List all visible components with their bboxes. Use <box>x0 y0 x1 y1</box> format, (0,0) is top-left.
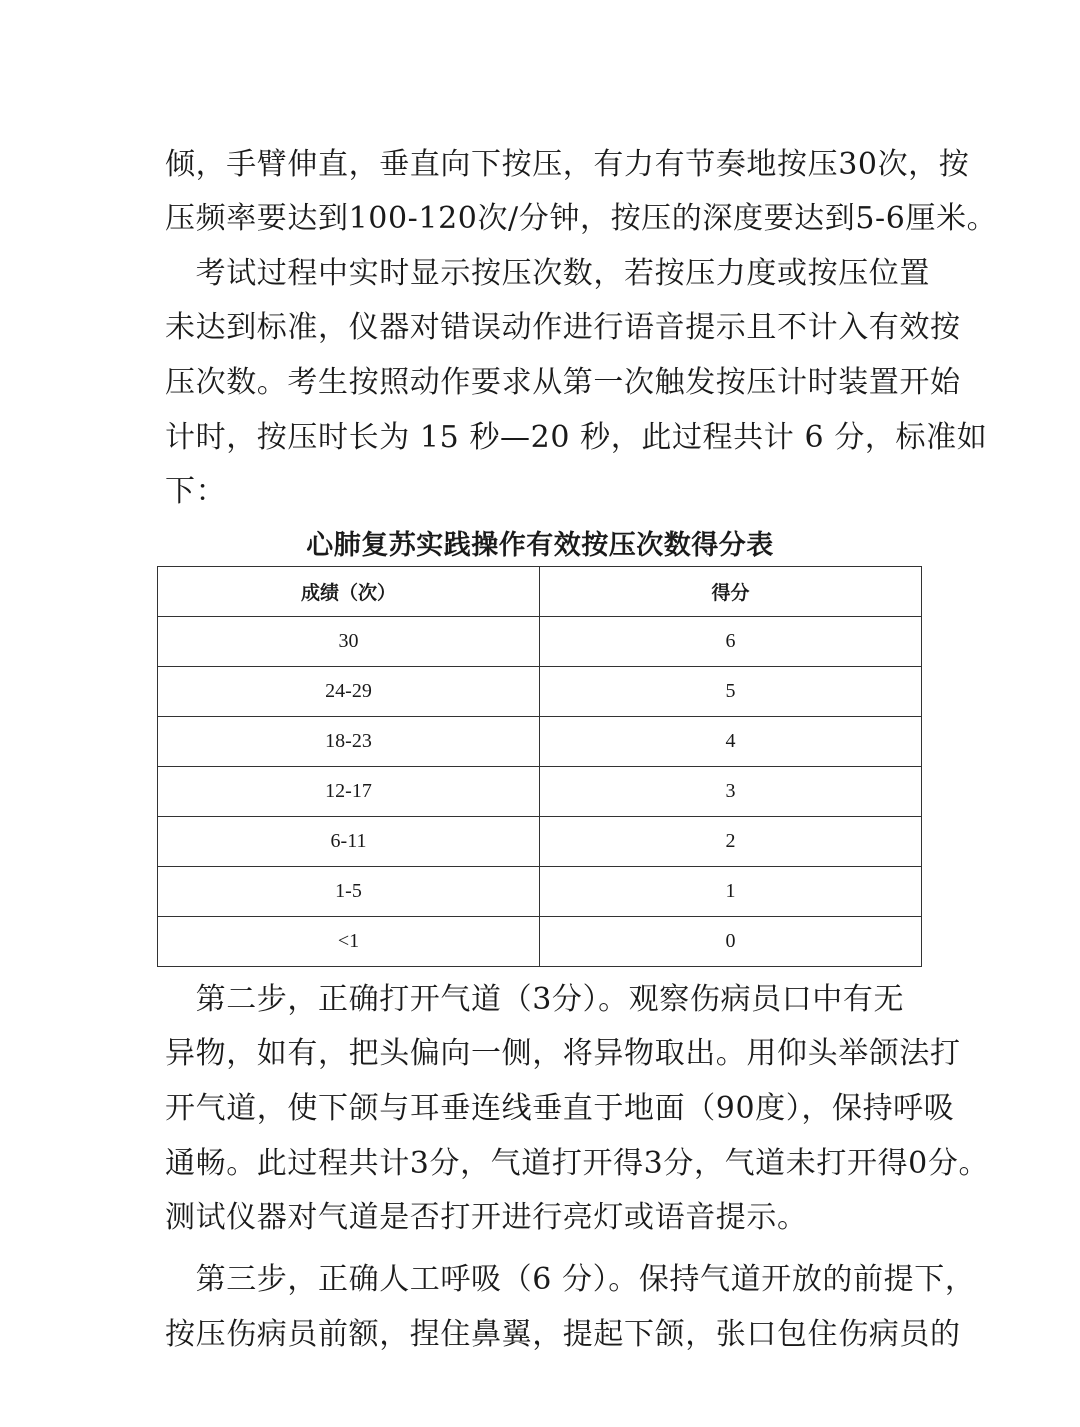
step2-line: 异物，如有，把头偏向一侧，将异物取出。用仰头举颌法打 <box>165 1036 961 1071</box>
paragraph-line: 未达到标准，仪器对错误动作进行语音提示且不计入有效按 <box>165 310 961 345</box>
table-header-row <box>158 567 922 617</box>
paragraph-line: 倾，手臂伸直，垂直向下按压，有力有节奏地按压30次，按 <box>165 147 970 182</box>
table-title: 心肺复苏实践操作有效按压次数得分表 <box>306 530 774 561</box>
column-header-points: 得分 <box>540 567 922 617</box>
cell-count: 18-23 <box>158 717 540 767</box>
cell-points: 2 <box>540 817 922 867</box>
table-row <box>158 917 922 967</box>
step2-line: 开气道，使下颌与耳垂连线垂直于地面（90度），保持呼吸 <box>165 1091 955 1126</box>
score-table <box>157 566 922 967</box>
step2-line: 测试仪器对气道是否打开进行亮灯或语音提示。 <box>165 1200 808 1235</box>
cell-points: 1 <box>540 867 922 917</box>
cell-count: 24-29 <box>158 667 540 717</box>
paragraph-line: 压频率要达到100-120次/分钟，按压的深度要达到5-6厘米。 <box>165 201 998 236</box>
paragraph-line: 计时，按压时长为 15 秒—20 秒，此过程共计 6 分，标准如 <box>165 420 988 455</box>
cell-count: 12-17 <box>158 767 540 817</box>
step2-line: 通畅。此过程共计3分，气道打开得3分，气道未打开得0分。 <box>165 1146 990 1181</box>
step2-line: 第二步，正确打开气道（3分）。观察伤病员口中有无 <box>165 982 905 1017</box>
cell-points: 4 <box>540 717 922 767</box>
cell-points: 3 <box>540 767 922 817</box>
table-row <box>158 617 922 667</box>
cell-points: 6 <box>540 617 922 667</box>
cell-count: 1-5 <box>158 867 540 917</box>
table-row <box>158 817 922 867</box>
table-row <box>158 667 922 717</box>
cell-count: 30 <box>158 617 540 667</box>
cell-points: 0 <box>540 917 922 967</box>
table-row <box>158 767 922 817</box>
paragraph-line: 下： <box>165 474 227 509</box>
paragraph-line: 考试过程中实时显示按压次数，若按压力度或按压位置 <box>165 256 930 291</box>
step3-line: 按压伤病员前额，捏住鼻翼，提起下颌，张口包住伤病员的 <box>165 1317 961 1352</box>
cell-count: 6-11 <box>158 817 540 867</box>
cell-points: 5 <box>540 667 922 717</box>
column-header-score-count: 成绩（次） <box>158 567 540 617</box>
table-row <box>158 717 922 767</box>
cell-count: <1 <box>158 917 540 967</box>
table-row <box>158 867 922 917</box>
paragraph-line: 压次数。考生按照动作要求从第一次触发按压计时装置开始 <box>165 365 961 400</box>
step3-line: 第三步，正确人工呼吸（6 分）。保持气道开放的前提下， <box>165 1262 976 1297</box>
